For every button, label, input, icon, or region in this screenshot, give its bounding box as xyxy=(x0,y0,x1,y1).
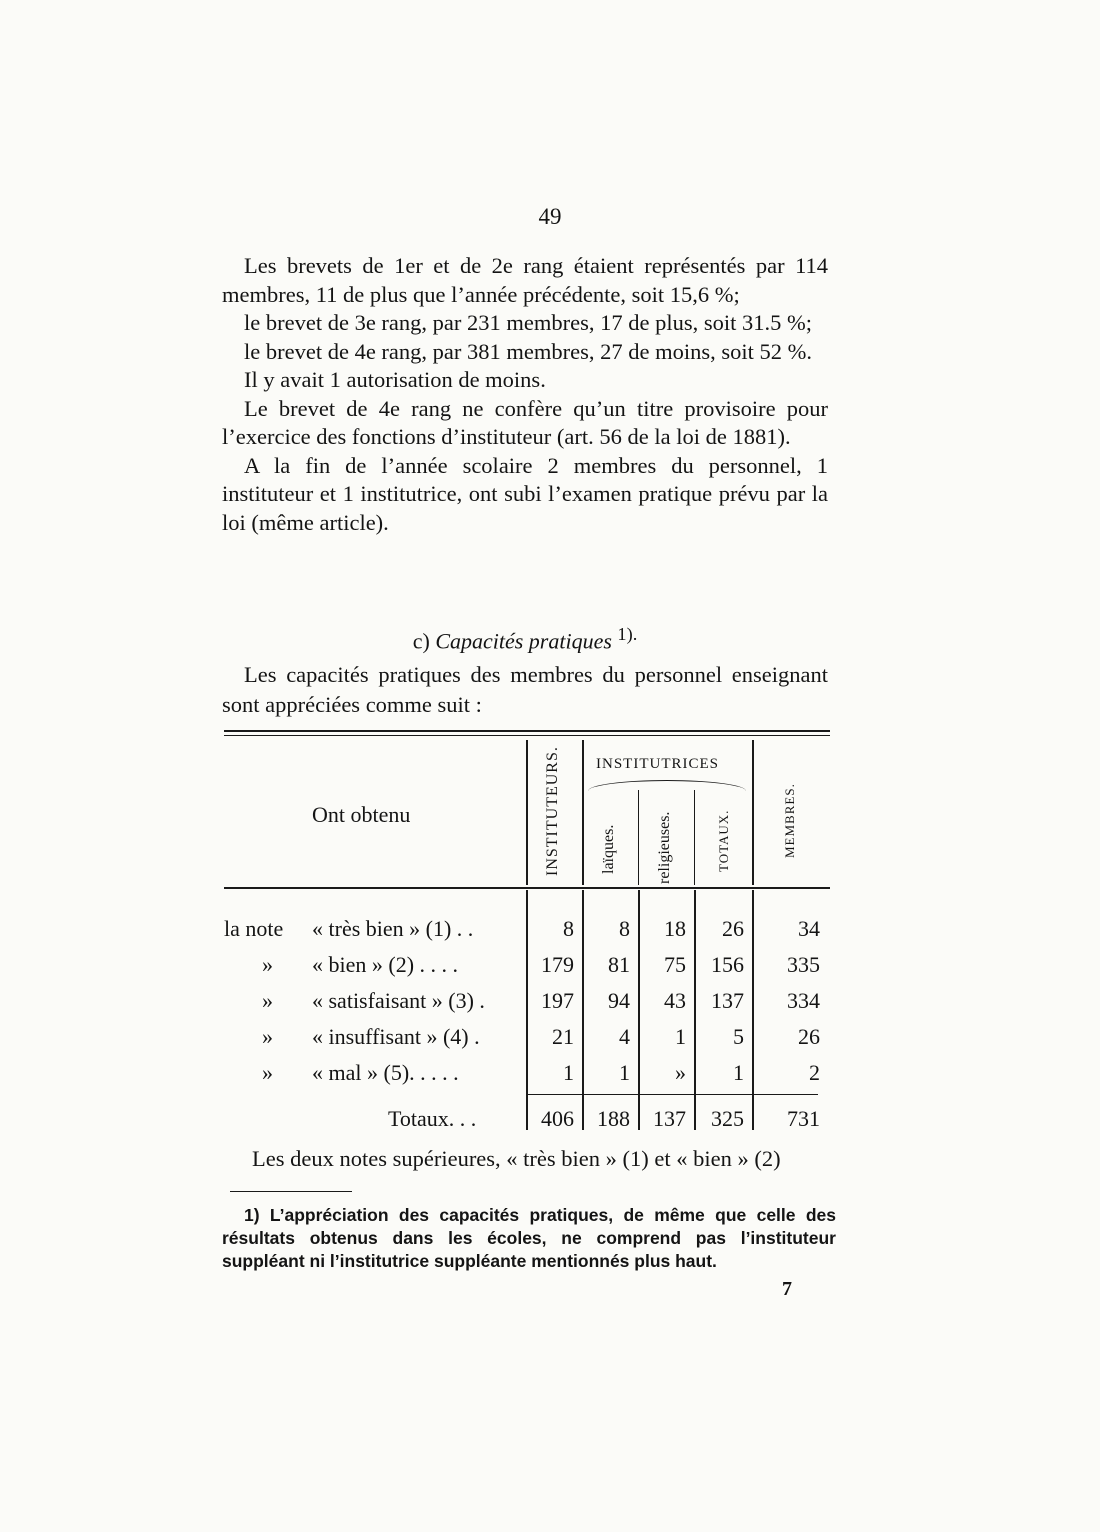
header-divider-1 xyxy=(526,740,528,885)
header-divider-5 xyxy=(752,740,754,885)
cell-membres: 2 xyxy=(809,1060,820,1085)
cell-laiques: 4 xyxy=(619,1024,630,1049)
footnote-rule xyxy=(230,1191,352,1192)
cell-religieuses: 43 xyxy=(664,988,686,1013)
col-membres: MEMBRES. xyxy=(782,783,797,858)
signature-mark: 7 xyxy=(782,1278,792,1300)
cell-instituteurs: 197 xyxy=(541,988,574,1013)
cell-totaux: 137 xyxy=(711,988,744,1013)
section-heading xyxy=(222,624,828,654)
totals-rule xyxy=(528,1094,818,1095)
col-laiques: laïques. xyxy=(600,824,617,874)
cell-laiques: 8 xyxy=(619,916,630,941)
cell-membres: 334 xyxy=(787,988,820,1013)
cell-totaux: 26 xyxy=(722,916,744,941)
cell-instituteurs: 179 xyxy=(541,952,574,977)
cell-laiques: 1 xyxy=(619,1060,630,1085)
paragraph-examen-pratique: A la fin de l’année scolaire 2 membres du personnel, 1 instituteur et 1 institutrice, ont subi l’examen pratique prévu par la loi (même article). xyxy=(222,452,828,535)
total-totaux: 325 xyxy=(711,1106,744,1131)
intro-text xyxy=(222,660,828,720)
capacites-table xyxy=(224,730,830,1140)
footnote xyxy=(222,1204,836,1273)
total-instituteurs: 406 xyxy=(541,1106,574,1131)
totals-label: Totaux. . . xyxy=(388,1106,477,1131)
cell-totaux: 1 xyxy=(733,1060,744,1085)
row-label: « mal » (5). . . . . xyxy=(312,1060,459,1085)
col-religieuses: religieuses. xyxy=(656,811,673,884)
total-laiques: 188 xyxy=(597,1106,630,1131)
paragraph-brevet-4: le brevet de 4e rang, par 381 membres, 27 de moins, soit 52 %. xyxy=(244,338,812,364)
paragraph-titre-provisoire: Le brevet de 4e rang ne confère qu’un titre provisoire pour l’exercice des fonctions d’instituteur (art. 56 de la loi de 1881). xyxy=(222,395,828,449)
total-religieuses: 137 xyxy=(653,1106,686,1131)
page-number: 49 xyxy=(538,204,562,229)
cell-membres: 34 xyxy=(798,916,820,941)
col-totaux: TOTAUX. xyxy=(716,809,731,872)
group-institutrices: INSTITUTRICES xyxy=(596,756,719,772)
section-letter: c) xyxy=(412,628,430,654)
header-bottom-rule xyxy=(224,887,830,889)
cell-laiques: 81 xyxy=(608,952,630,977)
header-divider-2 xyxy=(582,740,584,885)
cell-religieuses: 1 xyxy=(675,1024,686,1049)
table-top-rule-inner xyxy=(224,735,830,736)
cell-religieuses: 75 xyxy=(664,952,686,977)
cell-religieuses: » xyxy=(675,1060,686,1085)
cell-totaux: 5 xyxy=(733,1024,744,1049)
row-prefix: » xyxy=(262,988,273,1013)
table-top-rule xyxy=(224,730,830,732)
section-note-ref: 1). xyxy=(617,624,638,644)
cell-instituteurs: 8 xyxy=(563,916,574,941)
body-text xyxy=(222,252,828,537)
paragraph-brevet-3: le brevet de 3e rang, par 231 membres, 17 de plus, soit 31.5 %; xyxy=(244,310,812,335)
cell-laiques: 94 xyxy=(608,988,630,1013)
cell-instituteurs: 21 xyxy=(552,1024,574,1049)
row-prefix: » xyxy=(262,1024,273,1049)
cell-membres: 335 xyxy=(787,952,820,977)
cell-membres: 26 xyxy=(798,1024,820,1049)
row-prefix: la note xyxy=(224,916,284,941)
cell-instituteurs: 1 xyxy=(563,1060,574,1085)
row-label: « très bien » (1) . . xyxy=(312,916,474,941)
row-prefix: » xyxy=(262,952,273,977)
header-divider-4 xyxy=(694,790,695,885)
row-header-label: Ont obtenu xyxy=(312,802,411,827)
row-prefix: » xyxy=(262,1060,273,1085)
col-instituteurs: INSTITUTEURS. xyxy=(544,746,561,876)
intro-paragraph: Les capacités pratiques des membres du personnel enseignant sont appréciées comme suit : xyxy=(222,662,828,717)
header-divider-3 xyxy=(638,790,639,885)
paragraph-autorisation: Il y avait 1 autorisation de moins. xyxy=(244,367,546,392)
total-membres: 731 xyxy=(787,1106,820,1131)
row-label: « bien » (2) . . . . xyxy=(312,952,459,977)
cell-totaux: 156 xyxy=(711,952,744,977)
closing-paragraph: Les deux notes supérieures, « très bien » (1) et « bien » (2) xyxy=(252,1146,781,1171)
cell-religieuses: 18 xyxy=(664,916,686,941)
institutrices-brace xyxy=(588,780,746,791)
paragraph-brevets-1-2: Les brevets de 1er et de 2e rang étaient représentés par 114 membres, 11 de plus que l’année précédente, soit 15,6 %; xyxy=(222,253,828,307)
row-label: « satisfaisant » (3) . xyxy=(312,988,485,1013)
footnote-text: 1) L’appréciation des capacités pratiques, de même que celle des résultats obtenus dans les écoles, ne comprend pas l’instituteur suppléant ni l’institutrice suppléante mentionnés plus haut. xyxy=(222,1205,836,1271)
section-title: Capacités pratiques xyxy=(435,628,612,654)
row-label: « insuffisant » (4) . xyxy=(312,1024,480,1049)
